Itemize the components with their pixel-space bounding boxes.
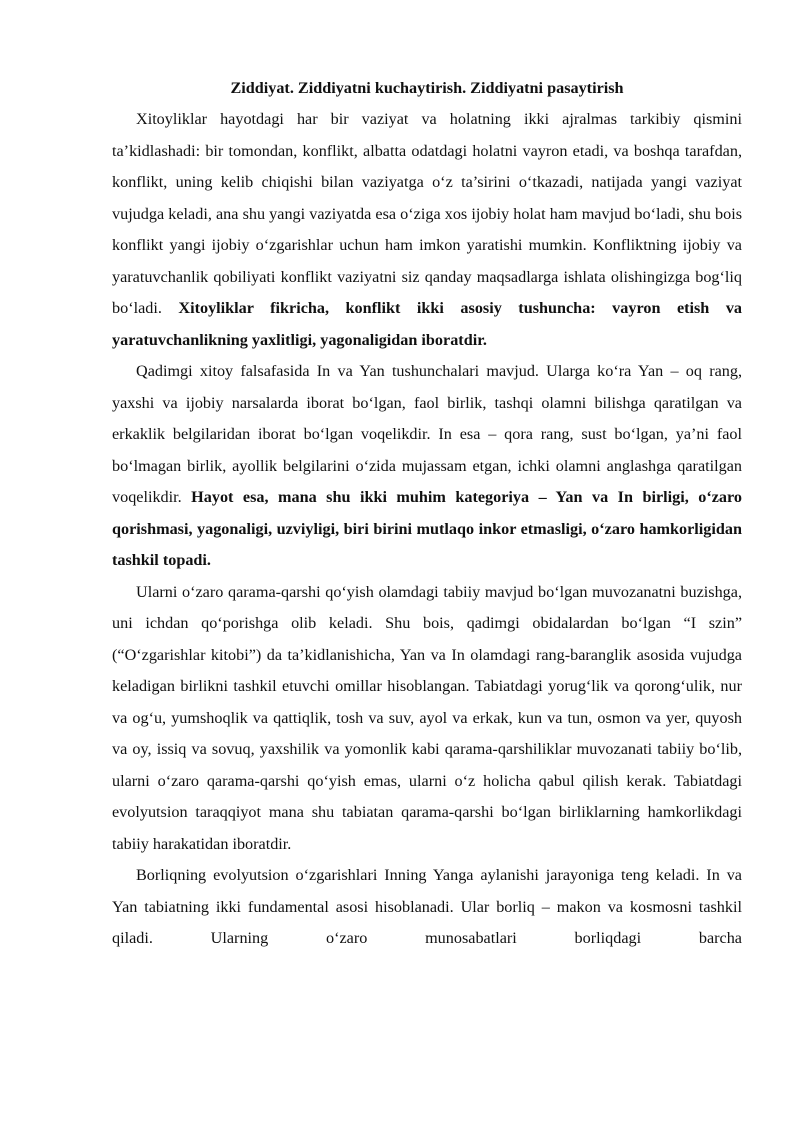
paragraph-3-text: Ularni o‘zaro qarama-qarshi qo‘yish olamdagi tabiiy mavjud bo‘lgan muvozanatni buzishga, uni ichdan qo‘porishga olib keladi. Shu bois, qadimgi obidalardan bo‘lgan “I szin” (“O‘zgarishlar kitobi”) da ta’kidlanishicha, Yan va In olamdagi rang-baranglik asosida vujudga keladigan birlikni tashkil etuvchi omillar hisoblangan. Tabiatdagi yorug‘lik va qorong‘ulik, nur va og‘u, yumshoqlik va qattiqlik, tosh va suv, ayol va erkak, kun va tun, osmon va yer, quyosh va oy, issiq va sovuq, yaxshilik va yomonlik kabi qarama-qarshiliklar muvozanati tabiiy bo‘lib, ularni o‘zaro qarama-qarshi qo‘yish emas, ularni o‘z holicha qabul qilish kerak. Tabiatdagi evolyutsion taraqqiyot mana shu tabiatan qarama-qarshi bo‘lgan birliklarning hamkorlikdagi tabiiy harakatidan iboratdir. <box>112 582 742 853</box>
paragraph-1 <box>112 104 742 356</box>
paragraph-1-bold-text: Xitoyliklar fikricha, konflikt ikki asosiy tushuncha: vayron etish va yaratuvchanlikning yaxlitligi, yagonaligidan iboratdir. <box>112 299 743 349</box>
paragraph-4 <box>112 860 742 955</box>
document-title: Ziddiyat. Ziddiyatni kuchaytirish. Ziddiyatni pasaytirish <box>230 79 624 97</box>
paragraph-2-bold-text: Hayot esa, mana shu ikki muhim kategoriya – Yan va In birligi, o‘zaro qorishmasi, yagonaligi, uzviyligi, biri birini mutlaqo inkor etmasligi, o‘zaro hamkorligidan tashkil topadi. <box>112 488 742 569</box>
paragraph-4-text: Borliqning evolyutsion o‘zgarishlari Inning Yanga aylanishi jarayoniga teng keladi. In va Yan tabiatning ikki fundamental asosi hisoblanadi. Ular borliq – makon va kosmosni tashkil qiladi. Ularning o‘zaro munosabatlari borliqdagi barcha <box>112 866 742 947</box>
paragraph-3 <box>112 577 742 861</box>
paragraph-1-text: Xitoyliklar hayotdagi har bir vaziyat va holatning ikki ajralmas tarkibiy qismini ta’kidlashadi: bir tomondan, konflikt, albatta odatdagi holatni vayron etadi, va boshqa tarafdan, konflikt, uning kelib chiqishi bilan vaziyatga o‘z ta’sirini o‘tkazadi, natijada yangi vaziyat vujudga keladi, ana shu yangi vaziyatda esa o‘ziga xos ijobiy holat ham mavjud bo‘ladi, shu bois konflikt yangi ijobiy o‘zgarishlar uchun ham imkon yaratishi mumkin. Konfliktning ijobiy va yaratuvchanlik qobiliyati konflikt vaziyatni siz qanday maqsadlarga ishlata olishingizga bog‘liq bo‘ladi. <box>112 110 742 317</box>
document-body <box>112 76 742 955</box>
paragraph-2-text: Qadimgi xitoy falsafasida In va Yan tushunchalari mavjud. Ularga ko‘ra Yan – oq rang, yaxshi va ijobiy narsalarda iborat bo‘lgan, faol birlik, tashqi olamni bilishga qaratilgan va erkaklik belgilaridan iborat bo‘lgan voqelikdir. In esa – qora rang, sust bo‘lgan, ya’ni faol bo‘lmagan birlik, ayollik belgilarini o‘zida mujassam etgan, ichki olamni anglashga qaratilgan voqelikdir. <box>112 362 742 506</box>
paragraph-2 <box>112 356 742 577</box>
